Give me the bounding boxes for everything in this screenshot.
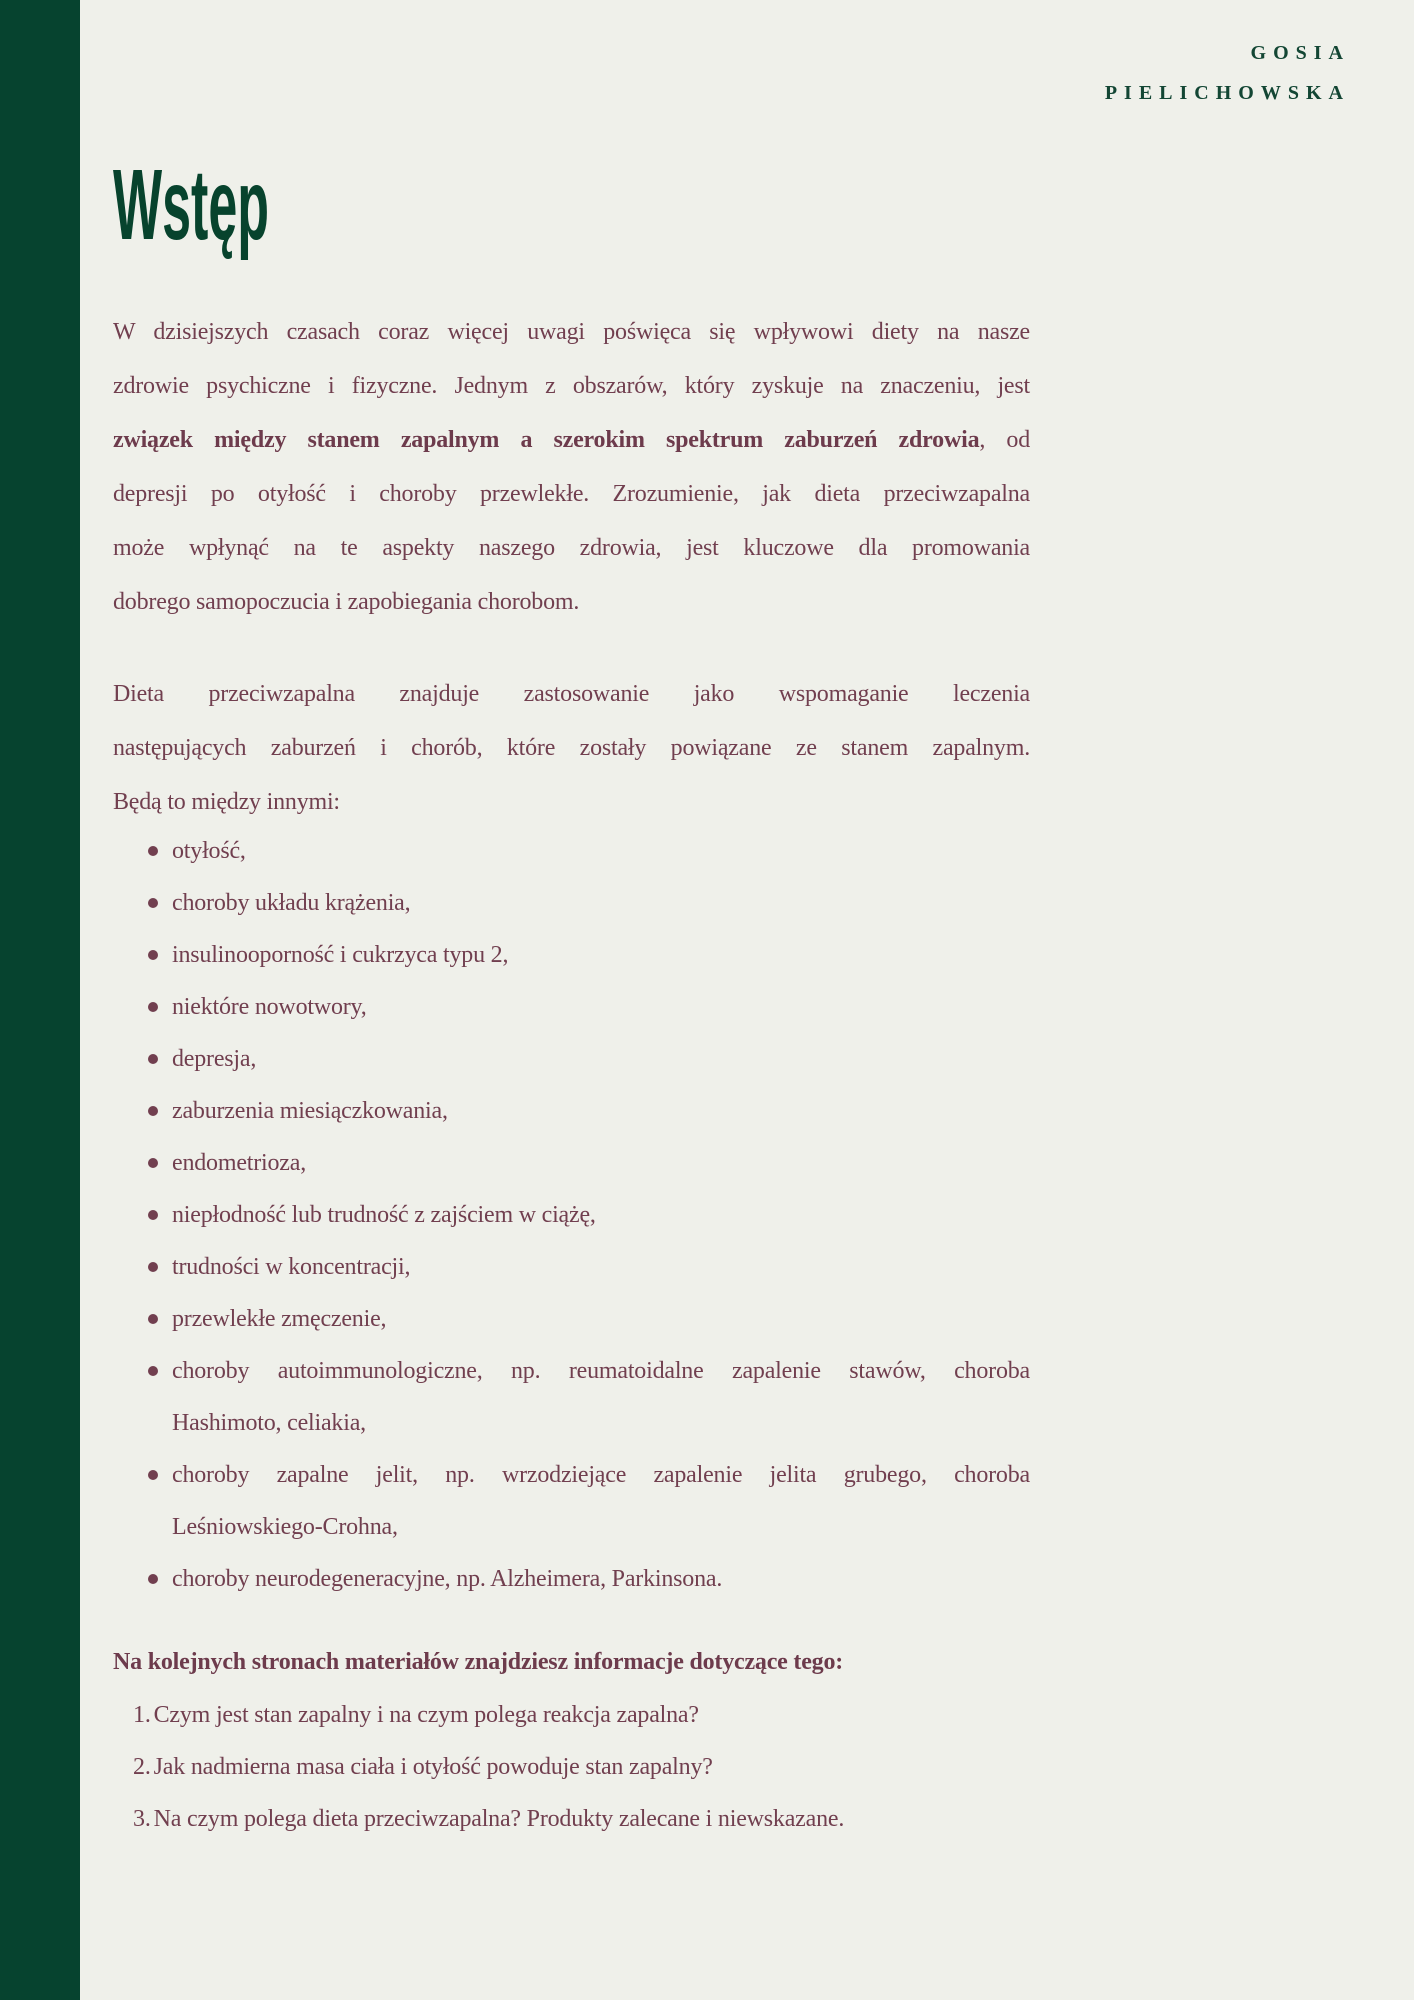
left-accent-bar: [0, 0, 80, 2000]
condition-line-1: niektóre nowotwory,: [172, 994, 367, 1020]
condition-item: [113, 1241, 1030, 1293]
condition-line-1: choroby zapalne jelit, np. wrzodziejące zapalenie jelita grubego, choroba: [172, 1462, 1030, 1488]
paragraph-text: Będą to między innymi:: [113, 789, 340, 815]
page-title: Wstęp: [113, 149, 269, 261]
bullet-icon: [148, 950, 158, 960]
paragraph-line: [113, 359, 1030, 413]
bullet-icon: [148, 1210, 158, 1220]
condition-item: [113, 877, 1030, 929]
condition-line-2: Hashimoto, celiakia,: [172, 1410, 366, 1436]
toc-item: Na czym polega dieta przeciwzapalna? Produkty zalecane i niewskazane.: [153, 1806, 845, 1832]
bullet-icon: [148, 1054, 158, 1064]
condition-line-1: choroby neurodegeneracyjne, np. Alzheimera, Parkinsona.: [172, 1566, 723, 1592]
bullet-icon: [148, 1574, 158, 1584]
condition-line-1: choroby autoimmunologiczne, np. reumatoidalne zapalenie stawów, choroba: [172, 1358, 1030, 1384]
condition-item: [113, 929, 1030, 981]
condition-item: [113, 1553, 1030, 1605]
paragraph-text: może wpłynąć na te aspekty naszego zdrowia, jest kluczowe dla promowania: [113, 535, 1030, 561]
paragraph-text: Dieta przeciwzapalna znajduje zastosowanie jako wspomaganie leczenia: [113, 681, 1030, 707]
condition-item: [113, 981, 1030, 1033]
paragraph-line: [113, 521, 1030, 575]
condition-item: [113, 1345, 1030, 1449]
applications-paragraph: [113, 667, 1030, 829]
condition-item: [113, 1033, 1030, 1085]
toc-list: [113, 1689, 1030, 1845]
bullet-icon: [148, 846, 158, 856]
paragraph-text: depresji po otyłość i choroby przewlekłe. Zrozumienie, jak dieta przeciwzapalna: [113, 481, 1030, 507]
paragraph-text: W dzisiejszych czasach coraz więcej uwagi poświęca się wpływowi diety na nasze: [113, 319, 1030, 345]
condition-line-1: insulinooporność i cukrzyca typu 2,: [172, 942, 509, 968]
condition-line-1: przewlekłe zmęczenie,: [172, 1306, 387, 1332]
toc-item: Jak nadmierna masa ciała i otyłość powoduje stan zapalny?: [153, 1754, 713, 1780]
condition-line-1: zaburzenia miesiączkowania,: [172, 1098, 448, 1124]
intro-paragraph: [113, 305, 1030, 629]
paragraph-line: [113, 467, 1030, 521]
condition-line-1: niepłodność lub trudność z zajściem w ciążę,: [172, 1202, 596, 1228]
condition-line-1: endometrioza,: [172, 1150, 307, 1176]
condition-line-1: trudności w koncentracji,: [172, 1254, 411, 1280]
condition-item: [113, 825, 1030, 877]
page-content: [113, 0, 1030, 1845]
paragraph-text: , od: [979, 427, 1031, 453]
bullet-icon: [148, 1314, 158, 1324]
bullet-icon: [148, 1366, 158, 1376]
brand-line-2: PIELICHOWSKA: [1104, 82, 1350, 104]
paragraph-line: [113, 721, 1030, 775]
bullet-icon: [148, 1158, 158, 1168]
paragraph-line: [113, 305, 1030, 359]
condition-item: [113, 1189, 1030, 1241]
paragraph-text: zdrowie psychiczne i fizyczne. Jednym z obszarów, który zyskuje na znaczeniu, jest: [113, 373, 1030, 399]
toc-heading: Na kolejnych stronach materiałów znajdziesz informacje dotyczące tego:: [113, 1649, 844, 1675]
condition-line-1: choroby układu krążenia,: [172, 890, 411, 916]
paragraph-line: [113, 413, 1030, 467]
paragraph-text: następujących zaburzeń i chorób, które zostały powiązane ze stanem zapalnym.: [113, 735, 1030, 761]
bullet-icon: [148, 1106, 158, 1116]
paragraph-line: [113, 775, 1030, 829]
condition-line-1: otyłość,: [172, 838, 246, 864]
condition-item: [113, 1449, 1030, 1553]
brand-name: [1105, 33, 1350, 113]
condition-item: [113, 1085, 1030, 1137]
bullet-icon: [148, 1262, 158, 1272]
condition-line-1: depresja,: [172, 1046, 257, 1072]
conditions-list: [113, 825, 1030, 1605]
paragraph-line: [113, 575, 1030, 629]
paragraph-text: dobrego samopoczucia i zapobiegania chorobom.: [113, 589, 580, 615]
bullet-icon: [148, 898, 158, 908]
paragraph-line: [113, 667, 1030, 721]
condition-item: [113, 1293, 1030, 1345]
bullet-icon: [148, 1470, 158, 1480]
bold-text: związek między stanem zapalnym a szerokim spektrum zaburzeń zdrowia: [113, 427, 980, 453]
bullet-icon: [148, 1002, 158, 1012]
toc-item: Czym jest stan zapalny i na czym polega reakcja zapalna?: [153, 1702, 699, 1728]
condition-line-2: Leśniowskiego-Crohna,: [172, 1514, 398, 1540]
condition-item: [113, 1137, 1030, 1189]
brand-line-1: GOSIA: [1250, 42, 1350, 64]
